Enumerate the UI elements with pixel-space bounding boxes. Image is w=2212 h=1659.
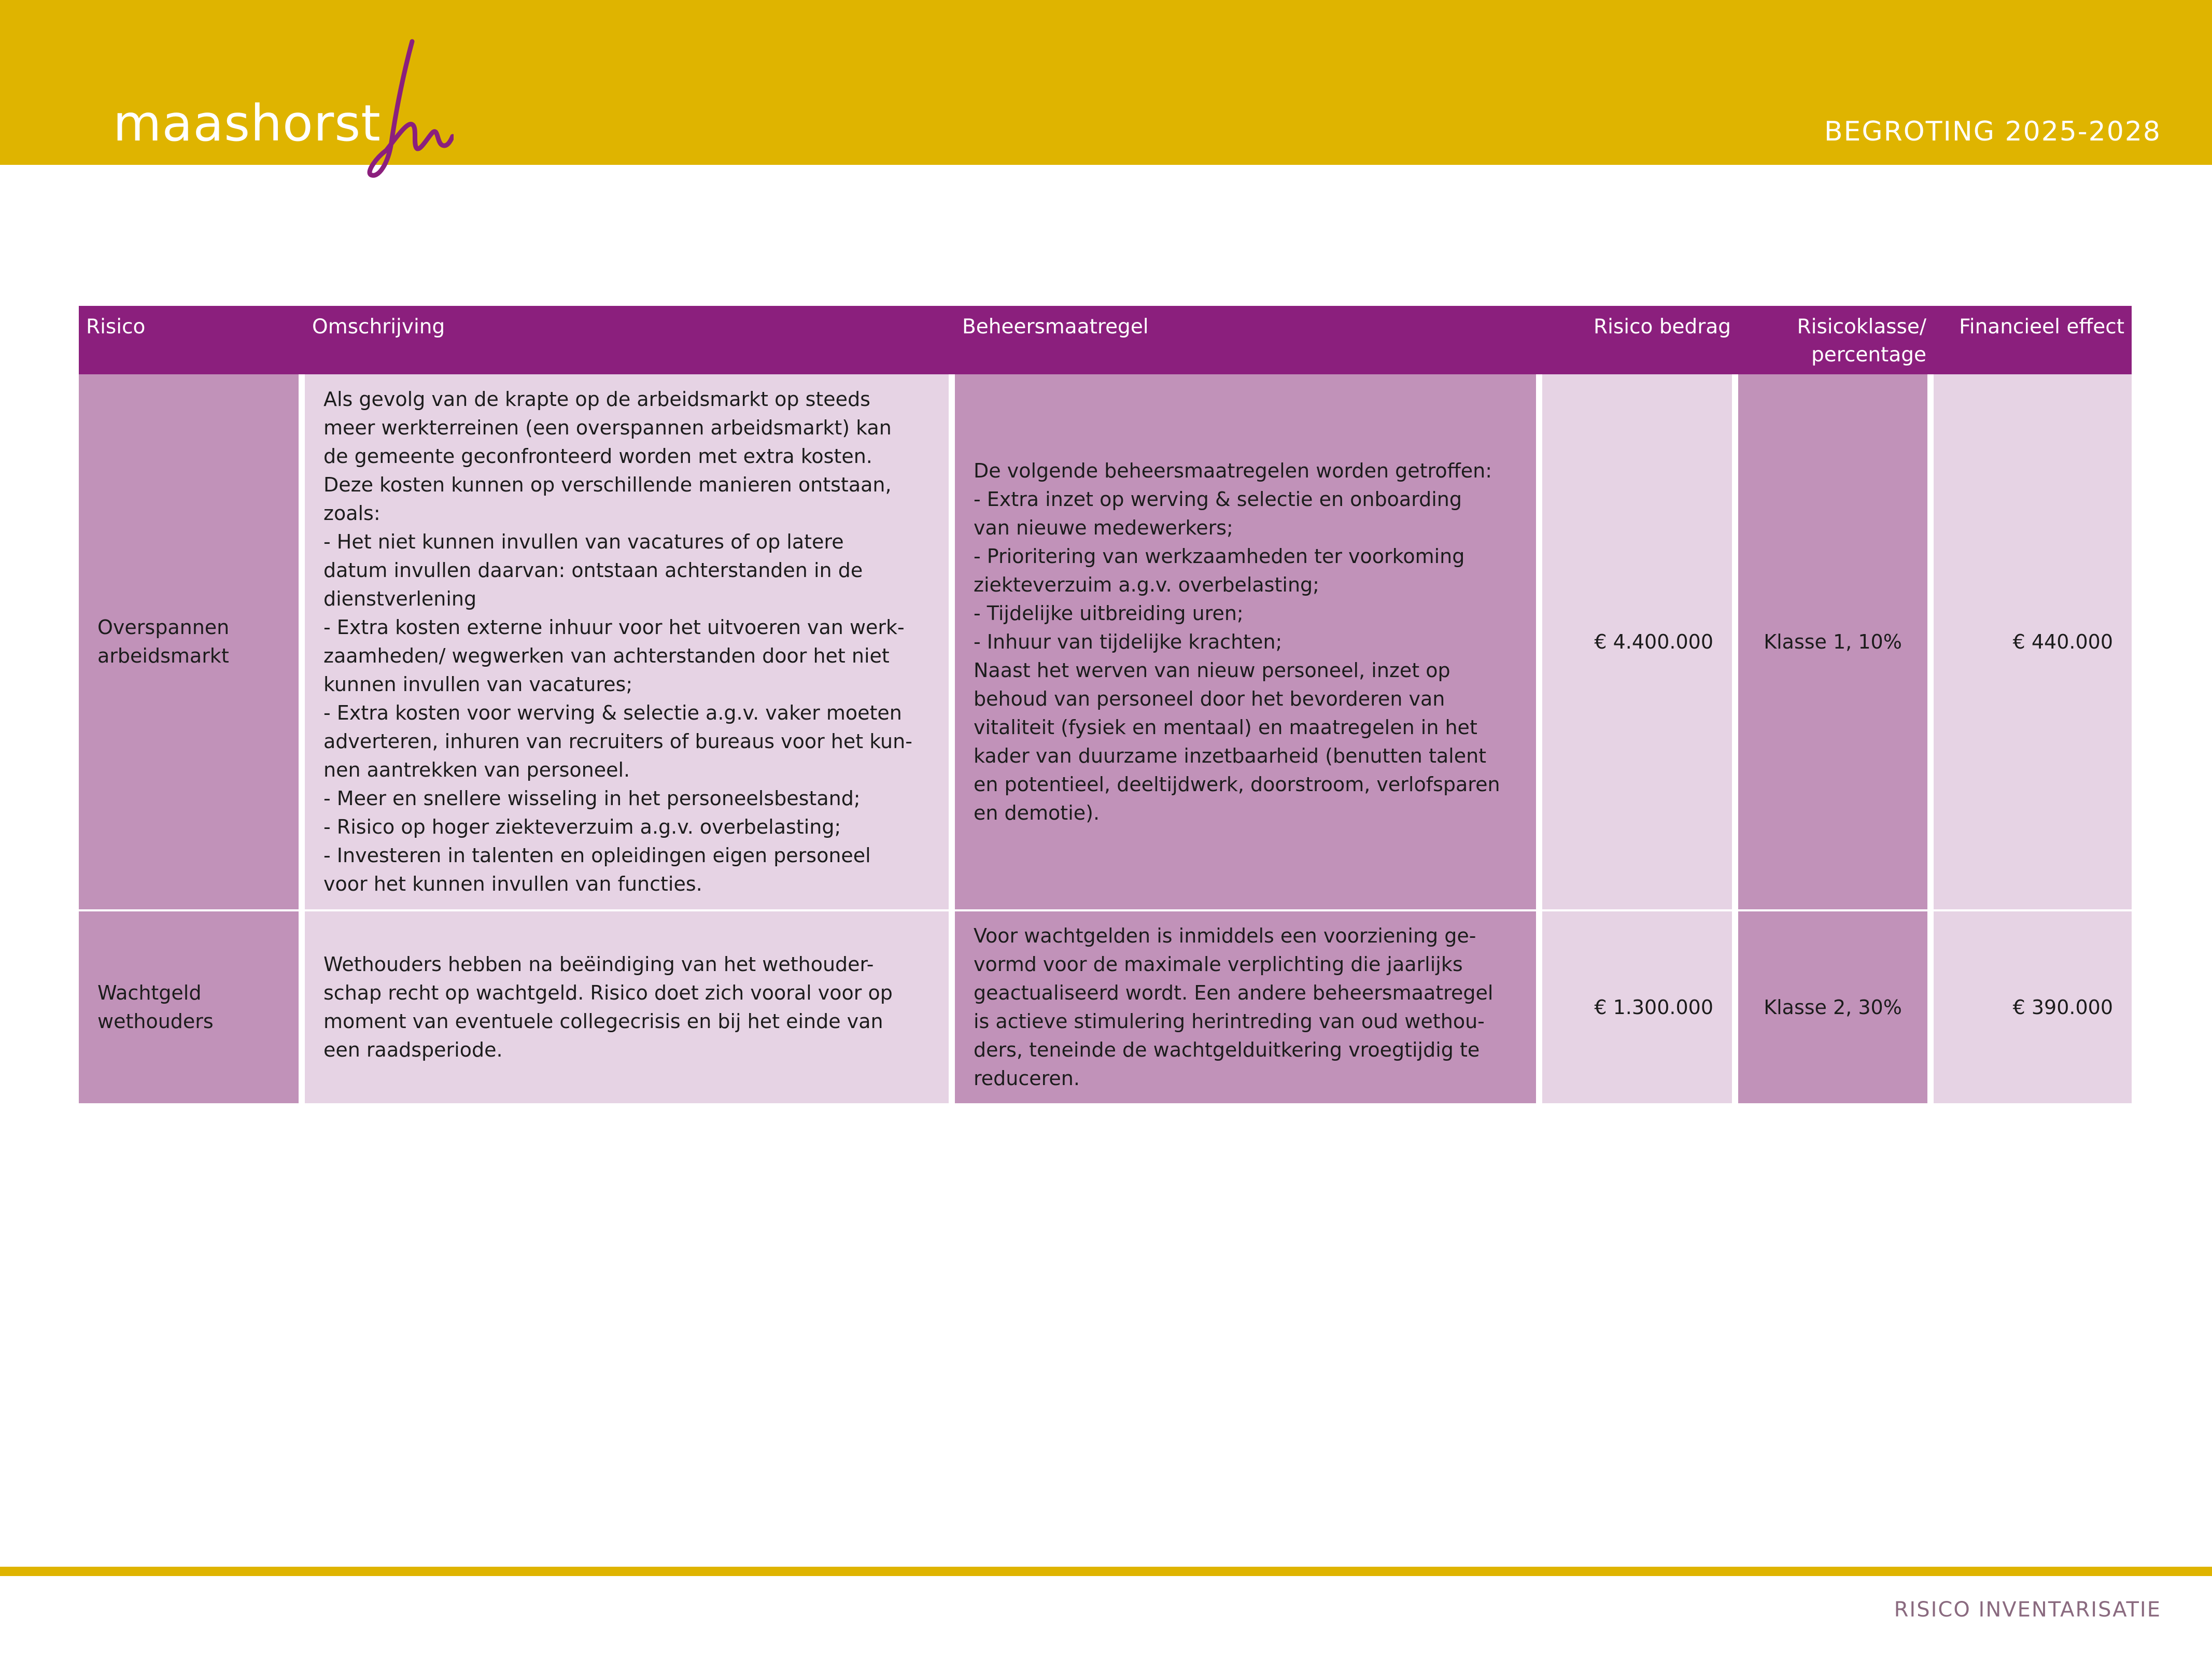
- cell-risico: Wachtgeld wethouders: [79, 911, 305, 1105]
- cell-beheersmaatregel: Voor wachtgelden is inmiddels een voorziening ge- vormd voor de maximale verplichting die jaarlijks geactualiseerd wordt. Een andere beheersmaatregel is actieve stimulering herintreding van oud wethou- ders, teneinde de wachtgelduitkering vroegtijdig te reduceren.: [955, 911, 1542, 1105]
- cell-beheersmaatregel: De volgende beheersmaatregelen worden getroffen: - Extra inzet op werving & selectie en onboarding van nieuwe medewerkers; - Prioritering van werkzaamheden ter voorkoming ziekteverzuim a.g.v. overbelasting; - Tijdelijke uitbreiding uren; - Inhuur van tijdelijke krachten; Naast het werven van nieuw personeel, inzet op behoud van personeel door het bevorderen van vitaliteit (fysiek en mentaal) en maatregelen in het kader van duurzame inzetbaarheid (benutten talent en potentieel, deeltijdwerk, doorstroom, verlofsparen en demotie).: [955, 374, 1542, 911]
- document-title: BEGROTING 2025-2028: [1824, 116, 2161, 147]
- cell-risicoklasse: Klasse 2, 30%: [1738, 911, 1934, 1105]
- column-header-beheersmaatregel: Beheersmaatregel: [955, 306, 1542, 374]
- cell-financieel-effect: € 440.000: [1934, 374, 2132, 911]
- footer-divider: [0, 1567, 2212, 1576]
- table-row: [79, 374, 2132, 911]
- logo-mark-icon: [355, 39, 454, 184]
- table-row: [79, 911, 2132, 1105]
- column-header-omschrijving: Omschrijving: [305, 306, 955, 374]
- column-header-risico-bedrag: Risico bedrag: [1542, 306, 1738, 374]
- cell-omschrijving: Wethouders hebben na beëindiging van het wethouder- schap recht op wachtgeld. Risico doet zich vooral voor op moment van eventuele collegecrisis en bij het einde van een raadsperiode.: [305, 911, 955, 1105]
- cell-risico-bedrag: € 1.300.000: [1542, 911, 1738, 1105]
- column-header-risico: Risico: [79, 306, 305, 374]
- cell-risicoklasse: Klasse 1, 10%: [1738, 374, 1934, 911]
- section-title: RISICO INVENTARISATIE: [1894, 1598, 2161, 1622]
- logo-text: maashorst: [113, 94, 381, 152]
- column-header-financieel-effect: Financieel effect: [1934, 306, 2132, 374]
- column-header-risicoklasse: Risicoklasse/ percentage: [1738, 306, 1934, 374]
- cell-risico: Overspannen arbeidsmarkt: [79, 374, 305, 911]
- cell-financieel-effect: € 390.000: [1934, 911, 2132, 1105]
- risk-table: [79, 306, 2132, 1105]
- cell-omschrijving: Als gevolg van de krapte op de arbeidsmarkt op steeds meer werkterreinen (een overspannen arbeidsmarkt) kan de gemeente geconfronteerd worden met extra kosten. Deze kosten kunnen op verschillende manieren ontstaan, zoals: - Het niet kunnen invullen van vacatures of op latere datum invullen daarvan: ontstaan achterstanden in de dienstverlening - Extra kosten externe inhuur voor het uitvoeren van werk- zaamheden/ wegwerken van achterstanden door het niet kunnen invullen van vacatures; - Extra kosten voor werving & selectie a.g.v. vaker moeten adverteren, inhuren van recruiters of bureaus voor het kun- nen aantrekken van personeel. - Meer en snellere wisseling in het personeelsbestand; - Risico op hoger ziekteverzuim a.g.v. overbelasting; - Investeren in talenten en opleidingen eigen personeel voor het kunnen invullen van functies.: [305, 374, 955, 911]
- table-header-row: [79, 306, 2132, 374]
- cell-risico-bedrag: € 4.400.000: [1542, 374, 1738, 911]
